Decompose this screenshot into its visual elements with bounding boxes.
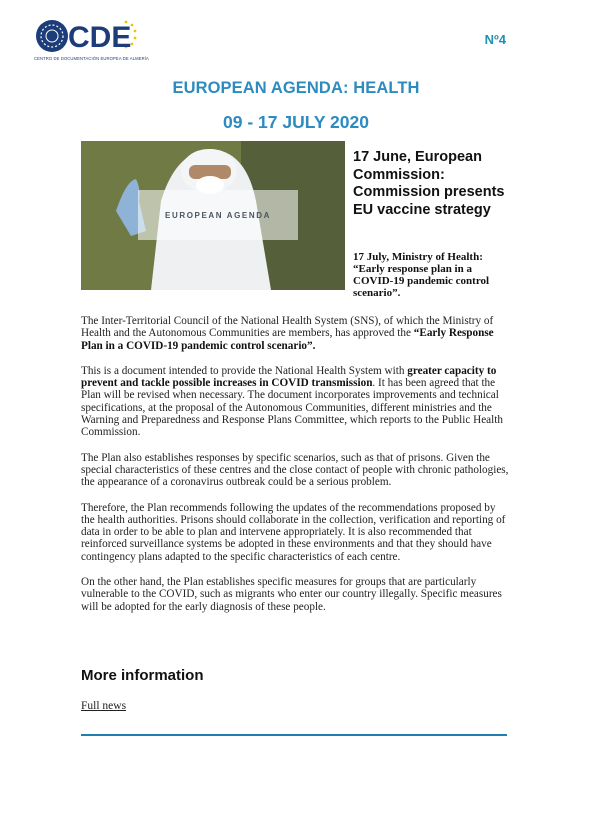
issue-number: Nº4 — [484, 32, 506, 47]
article-body — [81, 315, 511, 626]
photo-label: EUROPEAN AGENDA — [138, 190, 298, 240]
divider — [81, 734, 507, 736]
sidebar-subheadline: 17 July, Ministry of Health: “Early response plan in a COVID-19 pandemic control scenario”. — [353, 251, 490, 299]
hero-photo — [81, 141, 345, 290]
logo-subtitle: CENTRO DE DOCUMENTACIÓN EUROPEA DE ALMERÍA — [34, 56, 149, 61]
svg-text:CDE: CDE — [68, 21, 132, 54]
eu-stars-logo-icon — [34, 16, 144, 56]
cde-logo — [34, 16, 149, 64]
paragraph-4: Therefore, the Plan recommends following the updates of the recommendations proposed by the health authorities. Prisons should collaborate in the collection, verification and reporting of data in order to be able to plan and intervene appropriately. It is also recommended that reinforced surveillance systems be adopted in these environments and that they should have contingency plans adapted to the specific characteristics of each centre. — [81, 501, 506, 563]
sidebar-headline: 17 June, European Commission: Commission presents EU vaccine strategy — [353, 149, 505, 218]
paragraph-1: The Inter-Territorial Council of the National Health System (SNS), of which the Ministry of Health and the Autonomous Communities are members, has approved the “Early Response Plan in a COVID-19 pandemic control scenario”. — [81, 315, 494, 352]
full-news-link[interactable]: Full news — [81, 700, 127, 712]
page-title: EUROPEAN AGENDA: HEALTH — [172, 79, 420, 97]
more-info-heading: More information — [81, 667, 204, 684]
paragraph-2: This is a document intended to provide the National Health System with greater capacity to prevent and tackle possible increases in COVID transmission. It has been agreed that the Plan will be revised when necessary. The document incorporates improvements and technical specifications, at the proposal of the Autonomous Communities, different ministries and the Warning and Preparedness and Response Plans Committee, which reports to the Public Health Commission. — [81, 364, 503, 439]
paragraph-5: On the other hand, the Plan establishes specific measures for groups that are particularly vulnerable to the COVID, such as migrants who enter our country illegally. Specific measures will be adopted for the early diagnosis of these people. — [81, 576, 502, 613]
paragraph-3: The Plan also establishes responses by specific scenarios, such as that of prisons. Given the special characteristics of these centres and the close contact of people with chronic pathologies, the appearance of a coronavirus outbreak could be a serious problem. — [81, 451, 509, 489]
date-range: 09 - 17 JULY 2020 — [223, 112, 369, 132]
